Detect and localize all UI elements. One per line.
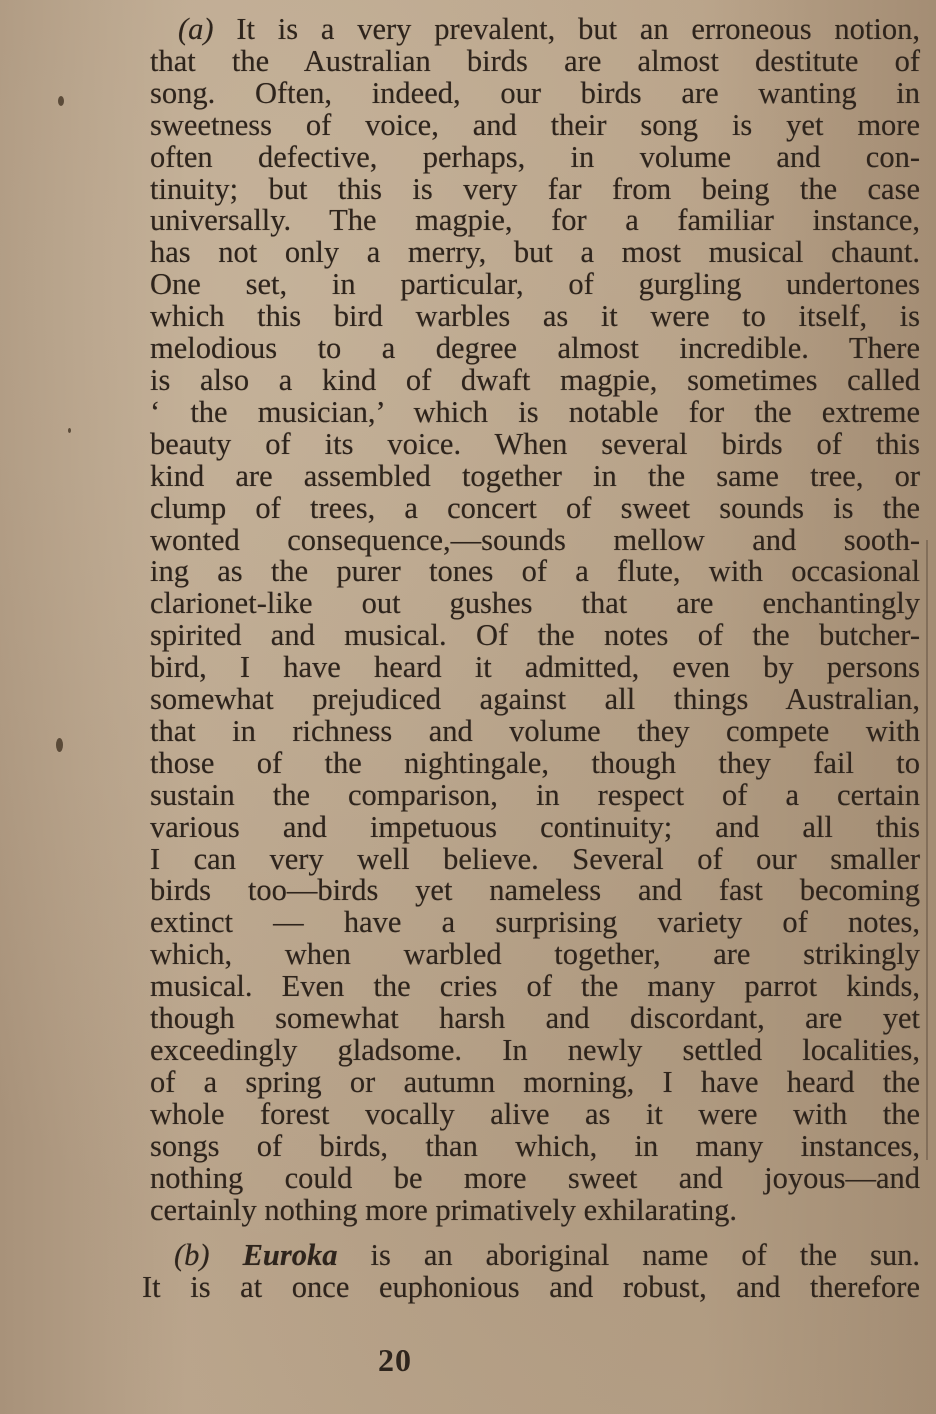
paragraph-a-line: which this bird warbles as it were to itself, is: [150, 299, 920, 334]
paragraph-a-line: that in richness and volume they compete with: [150, 713, 920, 748]
paragraph-a-line: certainly nothing more primatively exhilarating.: [150, 1192, 737, 1227]
paragraph-a-line: those of the nightingale, though they fail to: [150, 745, 920, 780]
paragraph-b-line-1: [150, 1240, 920, 1272]
paragraph-a-line: clump of trees, a concert of sweet sounds is the: [150, 490, 920, 525]
paragraph-a-line: whole forest vocally alive as it were with the: [150, 1096, 920, 1131]
page-edge-line: [926, 540, 928, 1160]
paragraph-a-line: exceedingly gladsome. In newly settled localities,: [150, 1033, 920, 1067]
paragraph-a-line: tinuity; but this is very far from being the case: [150, 171, 920, 206]
paragraph-b-line-2: It is at once euphonious and robust, and therefore: [142, 1270, 920, 1305]
paragraph-a-line: clarionet-like out gushes that are enchantingly: [150, 586, 920, 621]
paragraph-a-line: which, when warbled together, are strikingly: [150, 937, 920, 972]
paragraph-a-line: extinct — have a surprising variety of notes,: [150, 905, 920, 940]
text-block: [142, 12, 920, 1305]
paragraph-a-line: has not only a merry, but a most musical chaunt.: [150, 235, 920, 270]
paragraph-a-line: beauty of its voice. When several birds of this: [150, 426, 920, 461]
paper-speck: [58, 96, 64, 106]
paragraph-a: [150, 14, 920, 1226]
paragraph-a-line: various and impetuous continuity; and all this: [150, 809, 920, 844]
paragraph-a-line: spirited and musical. Of the notes of the butcher-: [150, 618, 920, 653]
paragraph-a-line-1: [150, 14, 920, 46]
paragraph-a-label: (a): [178, 12, 214, 46]
paragraph-a-line: universally. The magpie, for a familiar instance,: [150, 203, 920, 238]
paragraph-b-label: (b): [174, 1238, 210, 1273]
paragraph-a-line: ‘ the musician,’ which is notable for the extreme: [150, 394, 920, 429]
paragraph-b: [142, 1238, 920, 1305]
paragraph-a-line: sweetness of voice, and their song is yet more: [150, 107, 920, 142]
paragraph-a-line: birds too—birds yet nameless and fast becoming: [150, 873, 920, 908]
paragraph-a-line: kind are assembled together in the same tree, or: [150, 458, 920, 493]
paper-speck: [56, 738, 63, 752]
paragraph-a-line: of a spring or autumn morning, I have heard the: [150, 1064, 920, 1099]
paragraph-a-line: melodious to a degree almost incredible. There: [150, 331, 920, 366]
paragraph-a-line: sustain the comparison, in respect of a certain: [150, 777, 920, 812]
paragraph-a-line: musical. Even the cries of the many parrot kinds,: [150, 969, 920, 1004]
paragraph-a-line: songs of birds, than which, in many instances,: [150, 1128, 920, 1163]
paragraph-a-line: often defective, perhaps, in volume and con-: [150, 139, 920, 174]
paragraph-b-term: Euroka: [242, 1238, 338, 1273]
paragraph-a-line: nothing could be more sweet and joyous—and: [150, 1160, 920, 1195]
paragraph-a-line: ing as the purer tones of a flute, with occasional: [150, 554, 920, 589]
paragraph-a-line: though somewhat harsh and discordant, are yet: [150, 1001, 920, 1036]
paragraph-a-line: is also a kind of dwaft magpie, sometimes called: [150, 362, 920, 397]
page-number: 20: [378, 1342, 412, 1378]
paragraph-a-line: wonted consequence,—sounds mellow and sooth-: [150, 522, 920, 557]
line-text: is an aboriginal name of the sun.: [370, 1238, 920, 1273]
line-text: It is a very prevalent, but an erroneous notion,: [236, 12, 920, 46]
paragraph-a-line: song. Often, indeed, our birds are wanting in: [150, 75, 920, 110]
paragraph-a-line: One set, in particular, of gurgling undertones: [150, 267, 920, 302]
paragraph-a-line: that the Australian birds are almost destitute of: [150, 43, 920, 78]
paragraph-a-line: bird, I have heard it admitted, even by persons: [150, 650, 920, 685]
paragraph-a-line: I can very well believe. Several of our smaller: [150, 841, 920, 876]
paragraph-a-line: somewhat prejudiced against all things Australian,: [150, 682, 920, 717]
paper-speck: [68, 428, 71, 433]
